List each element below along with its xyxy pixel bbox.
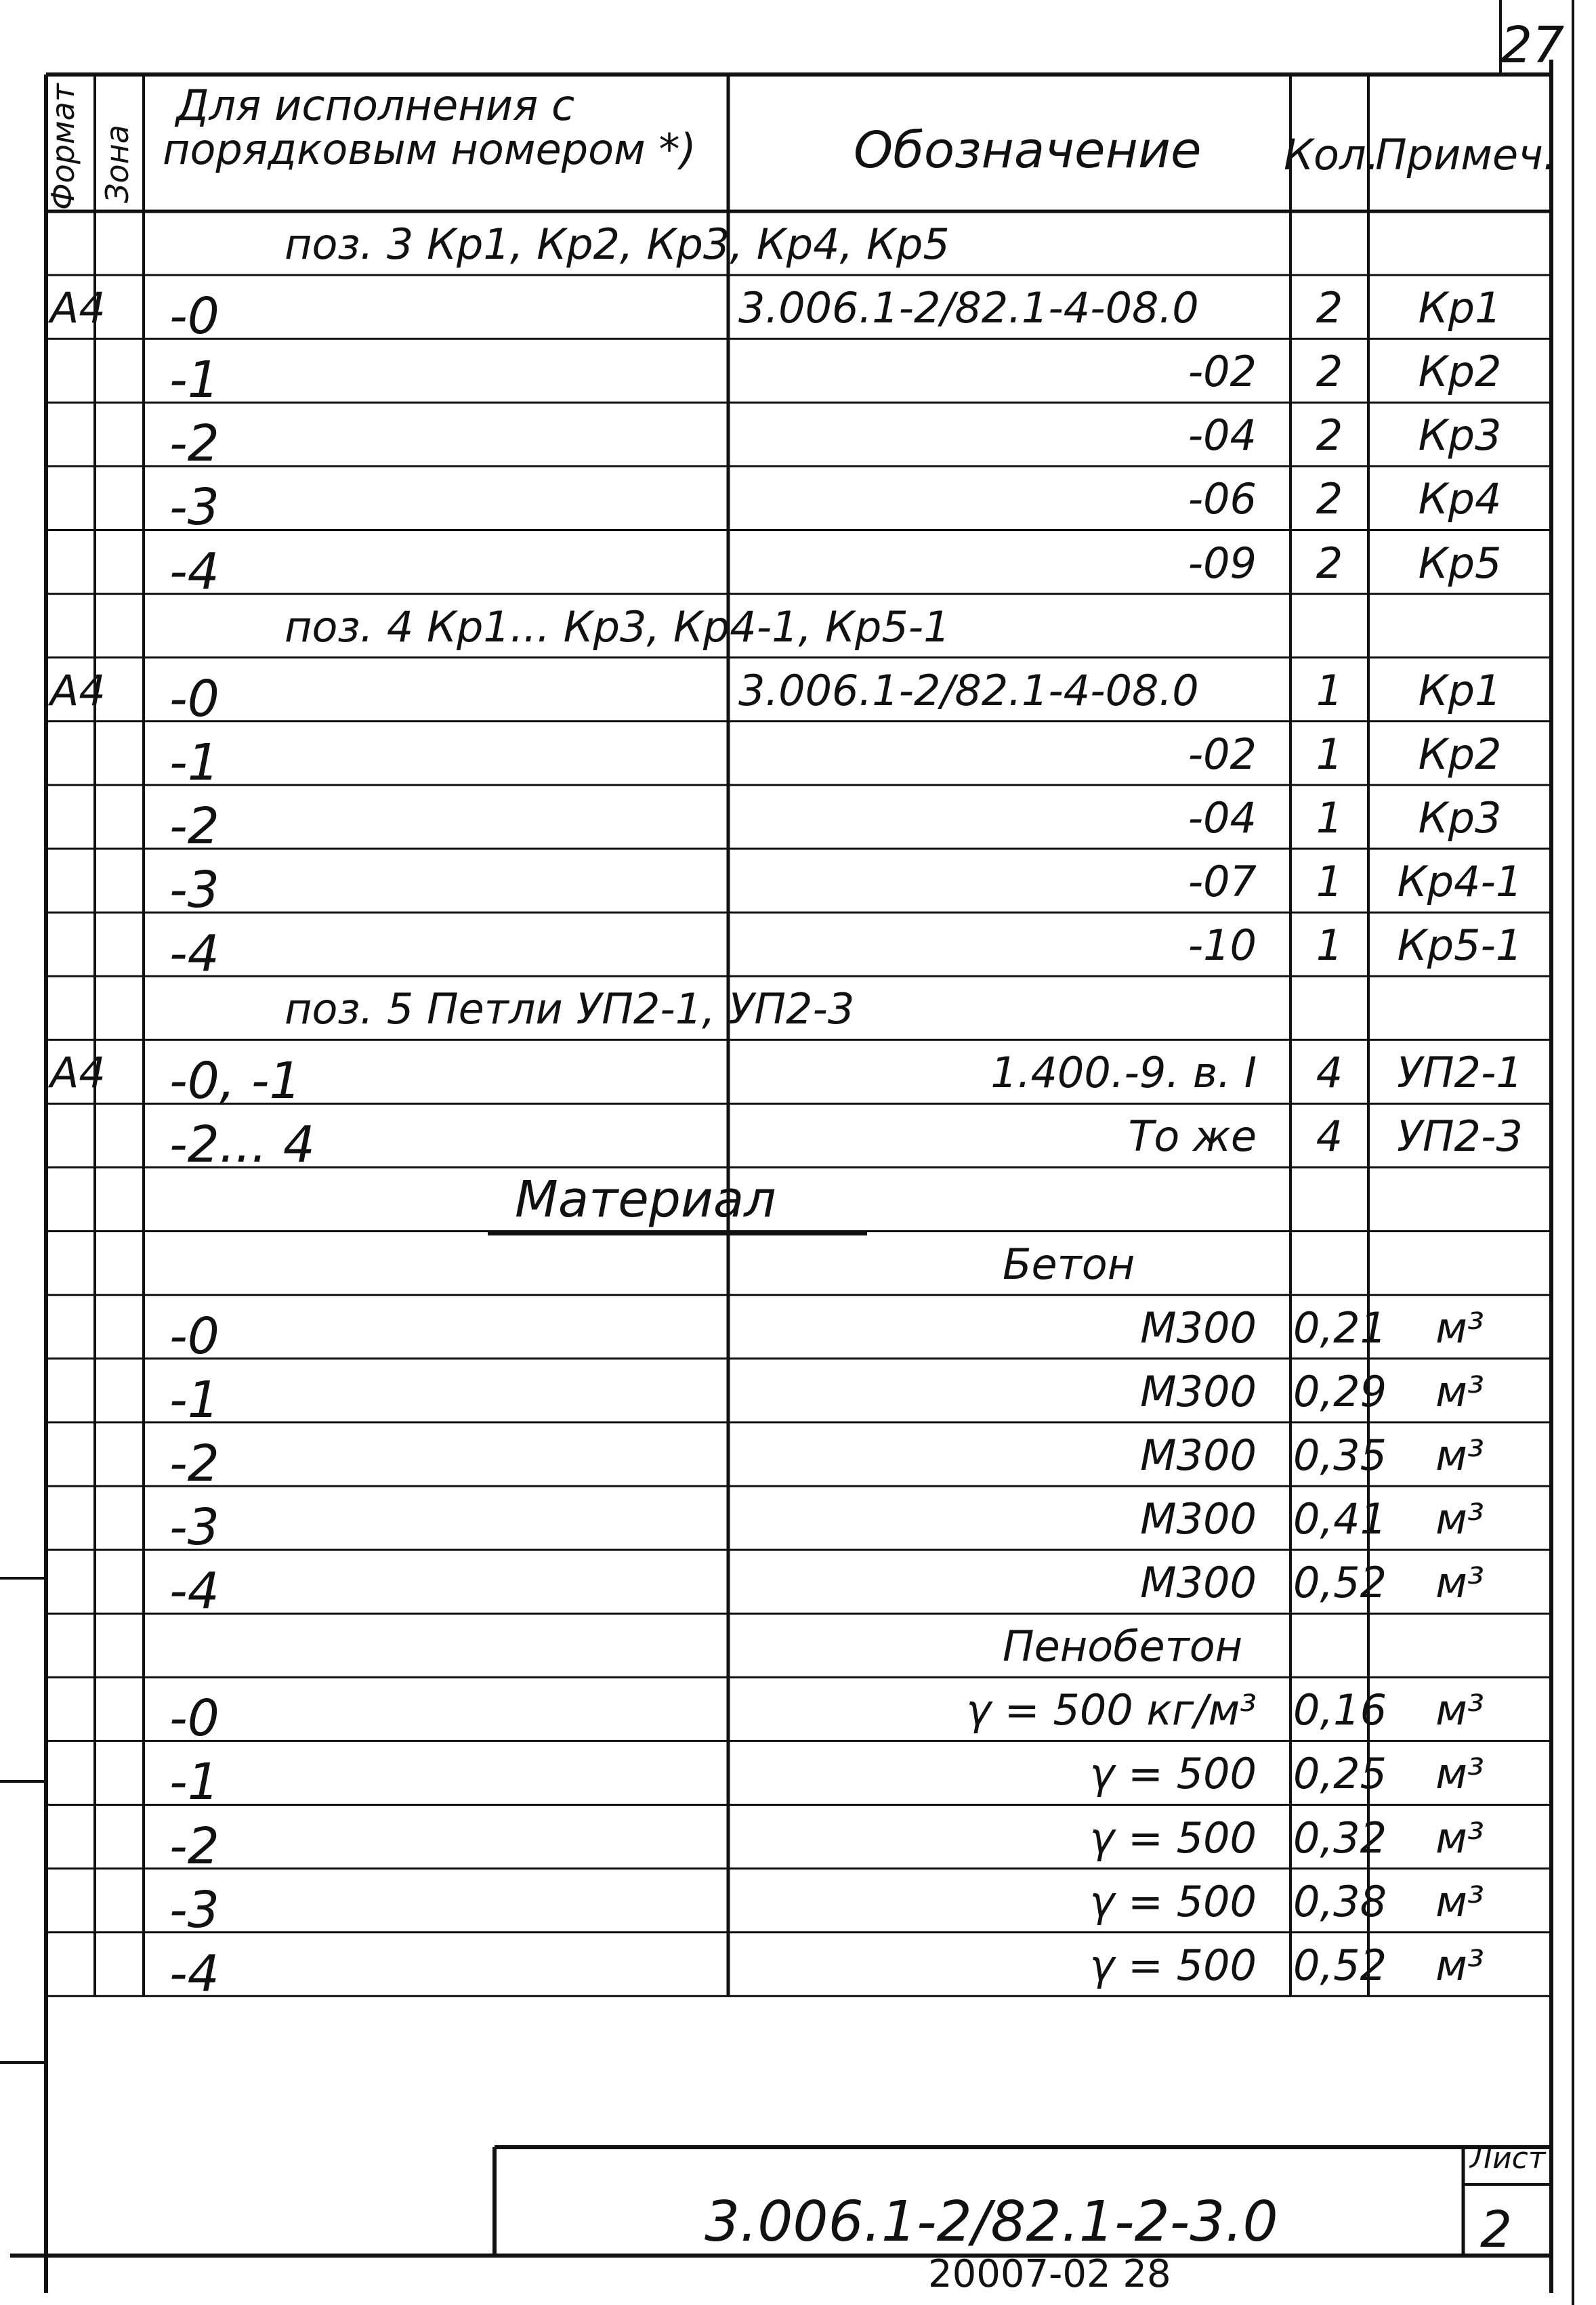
note-cell: УП2-3 bbox=[1397, 1112, 1523, 1162]
note-cell: м³ bbox=[1435, 1430, 1484, 1480]
qty-cell: 2 bbox=[1316, 410, 1343, 461]
qty-cell: 1 bbox=[1316, 729, 1343, 779]
note-cell: Кр3 bbox=[1418, 792, 1502, 843]
designation-cell: 3.006.1-2/82.1-4-08.0 bbox=[738, 283, 1199, 333]
note-cell: Кр2 bbox=[1418, 347, 1502, 397]
designation-cell: То же bbox=[1128, 1112, 1257, 1162]
qty-cell: 0,38 bbox=[1293, 1876, 1387, 1926]
variant-cell: -4 bbox=[169, 925, 219, 984]
qty-cell: 0,35 bbox=[1293, 1430, 1387, 1480]
designation-cell: -09 bbox=[1188, 538, 1257, 588]
variant-cell: -1 bbox=[169, 1370, 219, 1429]
variant-cell: -2... 4 bbox=[169, 1116, 315, 1175]
designation-cell: -06 bbox=[1188, 474, 1257, 524]
variant-cell: -1 bbox=[169, 351, 219, 410]
qty-cell: 2 bbox=[1316, 538, 1343, 588]
note-cell: м³ bbox=[1435, 1494, 1484, 1544]
variant-cell: -1 bbox=[169, 733, 219, 792]
note-cell: Кр3 bbox=[1418, 410, 1502, 461]
variant-cell: -3 bbox=[169, 1498, 219, 1557]
note-cell: м³ bbox=[1435, 1558, 1484, 1608]
note-cell: м³ bbox=[1435, 1303, 1484, 1353]
variant-cell: -2 bbox=[169, 1434, 219, 1493]
designation-cell: М300 bbox=[1140, 1494, 1257, 1544]
designation-cell: γ = 500 bbox=[1089, 1749, 1257, 1799]
note-cell: м³ bbox=[1435, 1940, 1484, 1990]
format-cell: А4 bbox=[50, 665, 106, 715]
qty-cell: 0,41 bbox=[1293, 1494, 1387, 1544]
qty-cell: 0,25 bbox=[1293, 1749, 1387, 1799]
header-qty: Кол. bbox=[1284, 130, 1380, 179]
designation-cell: -02 bbox=[1188, 729, 1257, 779]
title-block-code: 3.006.1-2/82.1-2-3.0 bbox=[705, 2190, 1278, 2254]
qty-cell: 1 bbox=[1316, 665, 1343, 715]
qty-cell: 1 bbox=[1316, 857, 1343, 906]
variant-cell: -2 bbox=[169, 415, 219, 473]
variant-cell: -4 bbox=[169, 542, 219, 601]
section-title: поз. 3 Кр1, Кр2, Кр3, Кр4, Кр5 bbox=[285, 219, 950, 269]
note-cell: м³ bbox=[1435, 1813, 1484, 1863]
material-heading: Материал bbox=[515, 1170, 776, 1229]
qty-cell: 0,52 bbox=[1293, 1940, 1387, 1990]
header-designation: Обозначение bbox=[854, 121, 1202, 179]
qty-cell: 1 bbox=[1316, 792, 1343, 843]
title-block-sheet-number: 2 bbox=[1480, 2201, 1513, 2259]
variant-cell: -3 bbox=[169, 1880, 219, 1939]
designation-cell: γ = 500 кг/м³ bbox=[966, 1685, 1257, 1735]
designation-cell: 1.400.-9. в. I bbox=[990, 1048, 1257, 1098]
qty-cell: 2 bbox=[1316, 347, 1343, 397]
designation-cell: М300 bbox=[1140, 1430, 1257, 1480]
designation-cell: М300 bbox=[1140, 1366, 1257, 1416]
qty-cell: 0,32 bbox=[1293, 1813, 1387, 1863]
variant-cell: -4 bbox=[169, 1944, 219, 2003]
material-subheading: Бетон bbox=[1003, 1239, 1135, 1289]
variant-cell: -2 bbox=[169, 1817, 219, 1876]
format-cell: А4 bbox=[50, 1048, 106, 1098]
section-title: поз. 5 Петли УП2-1, УП2-3 bbox=[285, 984, 855, 1034]
qty-cell: 2 bbox=[1316, 474, 1343, 524]
variant-cell: -0 bbox=[169, 287, 219, 346]
note-cell: м³ bbox=[1435, 1685, 1484, 1735]
designation-cell: -07 bbox=[1188, 857, 1257, 906]
qty-cell: 0,16 bbox=[1293, 1685, 1387, 1735]
variant-cell: -0 bbox=[169, 1689, 219, 1748]
designation-cell: -10 bbox=[1188, 921, 1257, 971]
designation-cell: -04 bbox=[1188, 792, 1257, 843]
material-subheading: Пенобетон bbox=[1003, 1622, 1243, 1672]
page-number: 27 bbox=[1500, 16, 1565, 75]
note-cell: Кр4-1 bbox=[1397, 857, 1523, 906]
qty-cell: 4 bbox=[1316, 1048, 1343, 1098]
header-format: Формат bbox=[45, 83, 81, 210]
variant-cell: -0, -1 bbox=[169, 1052, 301, 1111]
header-variant-line1: Для исполнения с bbox=[176, 81, 575, 130]
header-zone: Зона bbox=[99, 125, 135, 203]
variant-cell: -4 bbox=[169, 1562, 219, 1621]
qty-cell: 0,21 bbox=[1293, 1303, 1387, 1353]
note-cell: м³ bbox=[1435, 1366, 1484, 1416]
designation-cell: М300 bbox=[1140, 1558, 1257, 1608]
qty-cell: 2 bbox=[1316, 283, 1343, 333]
header-variant-line2: порядковым номером *) bbox=[163, 125, 696, 174]
section-title: поз. 4 Кр1... Кр3, Кр4-1, Кр5-1 bbox=[285, 601, 950, 652]
note-cell: УП2-1 bbox=[1397, 1048, 1523, 1098]
variant-cell: -0 bbox=[169, 669, 219, 728]
designation-cell: М300 bbox=[1140, 1303, 1257, 1353]
variant-cell: -1 bbox=[169, 1753, 219, 1812]
note-cell: Кр1 bbox=[1418, 665, 1502, 715]
variant-cell: -0 bbox=[169, 1307, 219, 1366]
variant-cell: -3 bbox=[169, 478, 219, 537]
qty-cell: 1 bbox=[1316, 921, 1343, 971]
designation-cell: -02 bbox=[1188, 347, 1257, 397]
qty-cell: 0,52 bbox=[1293, 1558, 1387, 1608]
note-cell: Кр2 bbox=[1418, 729, 1502, 779]
designation-cell: γ = 500 bbox=[1089, 1813, 1257, 1863]
qty-cell: 0,29 bbox=[1293, 1366, 1387, 1416]
designation-cell: γ = 500 bbox=[1089, 1876, 1257, 1926]
variant-cell: -3 bbox=[169, 861, 219, 919]
format-cell: А4 bbox=[50, 283, 106, 333]
designation-cell: γ = 500 bbox=[1089, 1940, 1257, 1990]
footer-code: 20007-02 28 bbox=[928, 2252, 1171, 2296]
title-block-sheet-label: Лист bbox=[1470, 2141, 1546, 2176]
qty-cell: 4 bbox=[1316, 1112, 1343, 1162]
note-cell: Кр5 bbox=[1418, 538, 1502, 588]
note-cell: м³ bbox=[1435, 1876, 1484, 1926]
header-note: Примеч. bbox=[1375, 130, 1557, 179]
note-cell: Кр1 bbox=[1418, 283, 1502, 333]
note-cell: м³ bbox=[1435, 1749, 1484, 1799]
designation-cell: -04 bbox=[1188, 410, 1257, 461]
note-cell: Кр4 bbox=[1418, 474, 1502, 524]
note-cell: Кр5-1 bbox=[1397, 921, 1523, 971]
designation-cell: 3.006.1-2/82.1-4-08.0 bbox=[738, 665, 1199, 715]
variant-cell: -2 bbox=[169, 797, 219, 855]
